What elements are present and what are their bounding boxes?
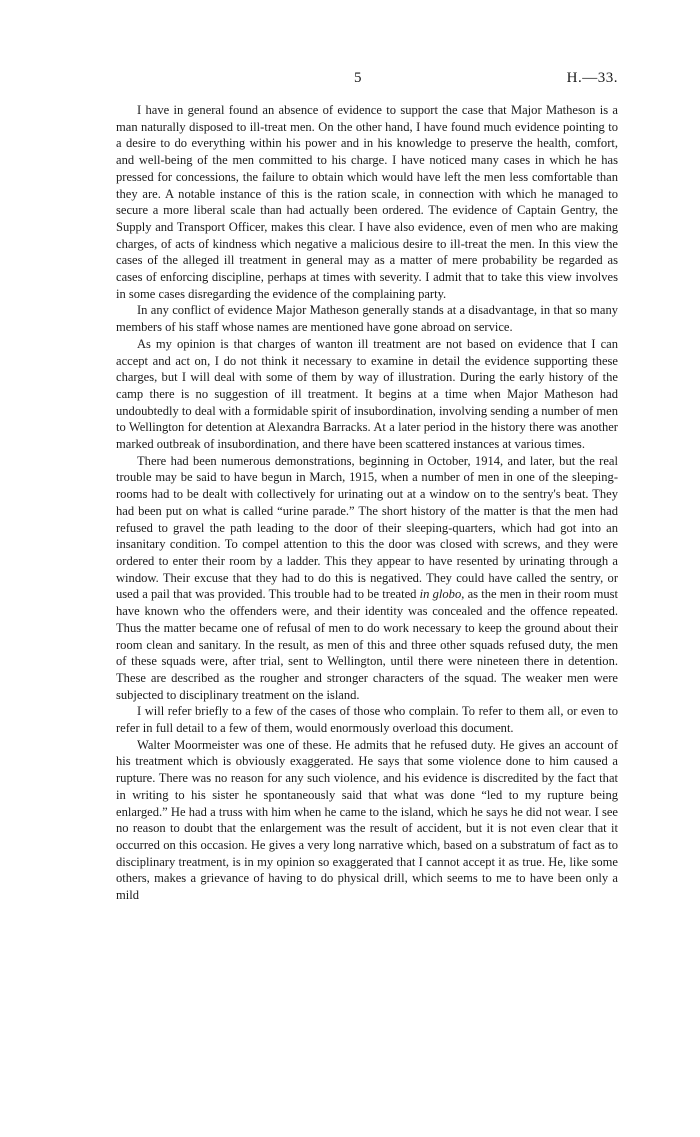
page-header [116, 70, 618, 90]
paragraph-text: There had been numerous demonstrations, beginning in October, 1914, and later, but the real trouble may be said to have begun in March, 1915, when a number of men in one of the sleeping-rooms had to be dealt with collectively for urinating out at a window on to the sentry's beat. They had been put on what is called “urine parade.” The short history of the matter is that the men had refused to gravel the path leading to the door of their sleeping-quarters, which had got into an insanitary condition. To compel attention to this the door was closed with screws, and they were ordered to enter their room by a ladder. This they appear to have resented by urinating through a window. Their excuse that they had to do this is negatived. They could have called the sentry, or used a pail that was provided. This trouble had to be treated [116, 453, 618, 602]
paragraph [116, 302, 618, 335]
paragraph-text: , as the men in their room must have known who the offenders were, and their identity was concealed and the offence repeated. Thus the matter became one of refusal of men to do work necessary to keep the ground about their room clean and sanitary. In the result, as men of this and three other squads refused duty, the men of these squads were, after trial, sent to Wellington, until there were nineteen there in detention. These are described as the rougher and stronger characters of the squad. The weaker men were subjected to disciplinary treatment on the island. [116, 587, 618, 702]
paragraph [116, 102, 618, 302]
paragraph-text: I will refer briefly to a few of the cases of those who complain. To refer to them all, or even to refer in full detail to a few of them, would enormously overload this document. [116, 704, 618, 736]
paragraph [116, 737, 618, 904]
paragraph-text: I have in general found an absence of evidence to support the case that Major Matheson is a man naturally disposed to ill-treat men. On the other hand, I have found much evidence pointing to a desire to do everything within his power and in his knowledge to preserve the health, comfort, and well-being of the men committed to his charge. I have noticed many cases in which he has pressed for concessions, the failure to obtain which would have left the men less comfortable than they are. A notable instance of this is the ration scale, in connection with which he managed to secure a more liberal scale than had actually been ordered. The evidence of Captain Gentry, the Supply and Transport Officer, makes this clear. I have also evidence, even of men who are making charges, of acts of kindness which negative a malicious desire to ill-treat the men. In this view the cases of the alleged ill treatment in general may as a matter of mere probability be regarded as cases of enforcing discipline, perhaps at times with severity. I admit that to take this view involves in some cases disregarding the evidence of the complaining party. [116, 103, 618, 301]
paragraph-text: As my opinion is that charges of wanton ill treatment are not based on evidence that I can accept and act on, I do not think it necessary to examine in detail the evidence supporting these charges, but I will deal with some of them by way of illustration. During the early history of the camp there is no suggestion of ill treatment. It begins at a time when Major Matheson had undoubtedly to deal with a formidable spirit of insubordination, involving sending a number of men to Wellington for detention at Alexandra Barracks. At a later period in the history there was another marked outbreak of insubordination, and there have been scattered instances at various times. [116, 336, 618, 452]
body-text [116, 102, 618, 904]
paragraph-text: In any conflict of evidence Major Matheson generally stands at a disadvantage, in that so many members of his staff whose names are mentioned have gone abroad on service. [116, 303, 618, 335]
paragraph-text: Walter Moormeister was one of these. He admits that he refused duty. He gives an account of his treatment which is obviously exaggerated. He says that some violence done to him caused a rupture. There was no reason for any such violence, and his evidence is discredited by the fact that in writing to his sister he spontaneously said that what was done “led to my rupture being enlarged.” He had a truss with him when he came to the island, which he says he did not wear. I see no reason to doubt that the enlargement was the result of accident, but it is not even clear that it occurred on this occasion. He gives a very long narrative which, based on a substratum of fact as to disciplinary treatment, is in my opinion so exaggerated that I cannot accept it as true. He, like some others, makes a grievance of having to do physical drill, which seems to me to have been only a mild [116, 737, 618, 903]
latin-phrase: in globo [419, 587, 462, 602]
document-reference: H.—33. [566, 70, 618, 86]
page-number: 5 [354, 70, 362, 86]
paragraph [116, 453, 618, 704]
paragraph [116, 336, 618, 453]
paragraph [116, 703, 618, 736]
